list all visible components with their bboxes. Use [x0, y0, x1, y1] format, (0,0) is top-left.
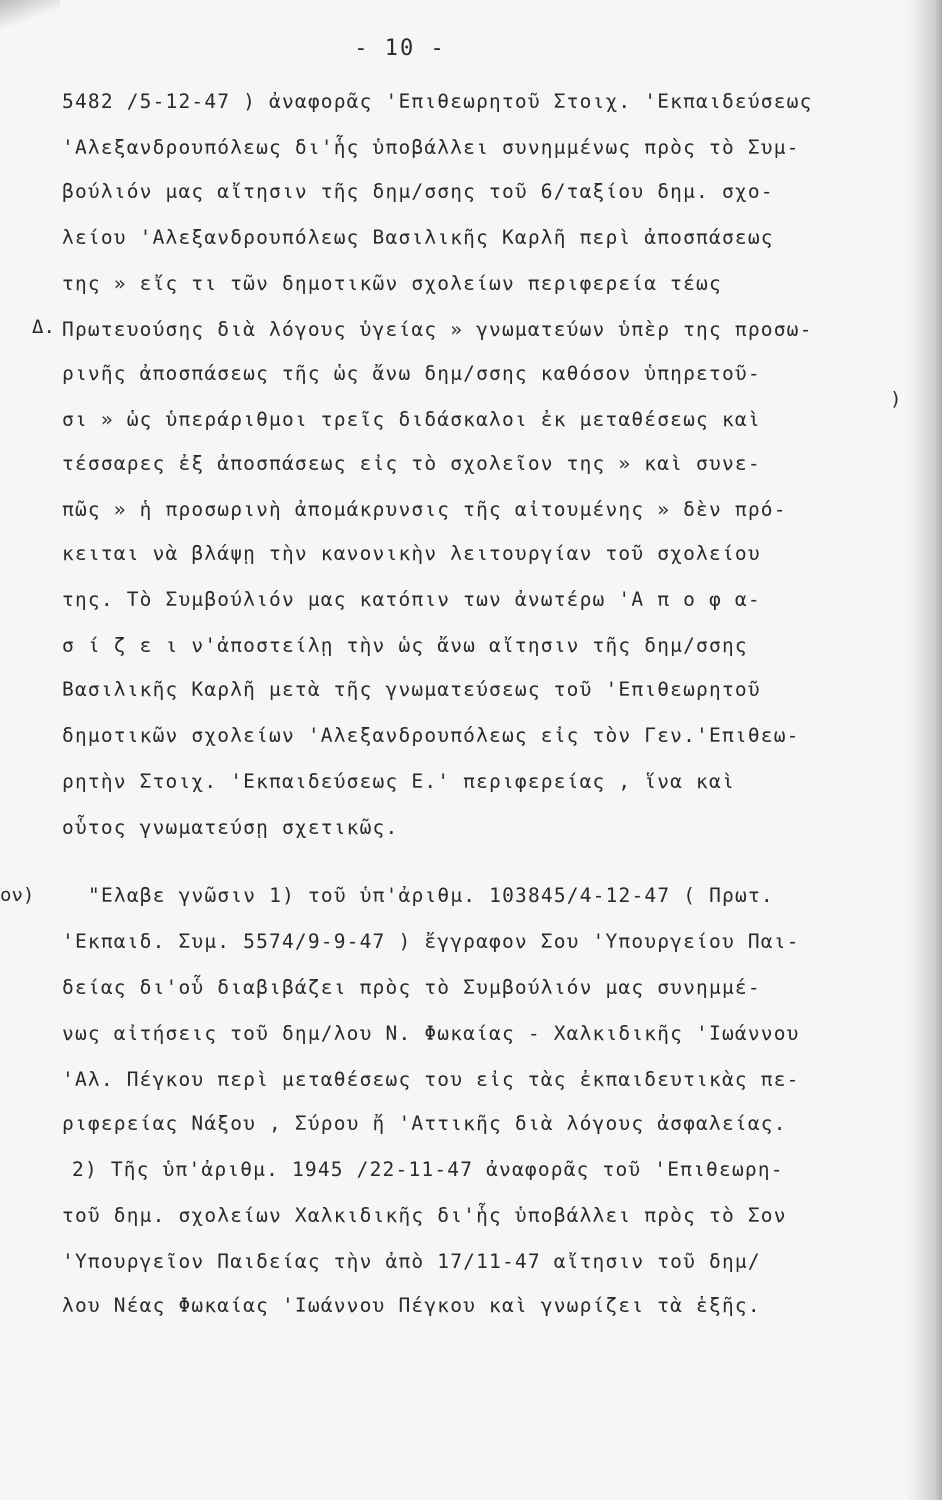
text-line: τοῦ δημ. σχολείων Χαλκιδικῆς δι'ἧς ὑποβάλλει πρὸς τὸ Σον: [62, 1204, 787, 1227]
text-line: της » εἴς τι τῶν δημοτικῶν σχολείων περιφερεία τέως: [62, 272, 722, 295]
text-line: 'Υπουργεῖον Παιδείας τὴν ἀπὸ 17/11-47 αἴτησιν τοῦ δημ/: [62, 1250, 761, 1273]
margin-delta-mark: Δ.: [32, 316, 55, 338]
text-line: δείας δι'οὗ διαβιβάζει πρὸς τὸ Συμβούλιόν μας συνημμέ-: [62, 976, 761, 999]
text-line: νως αἰτήσεις τοῦ δημ/λου Ν. Φωκαίας - Χαλκιδικῆς 'Ιωάννου: [62, 1022, 800, 1045]
text-line: σ ί ζ ε ι ν'ἀποστείλῃ τὴν ὡς ἄνω αἴτησιν τῆς δημ/σσης: [62, 634, 748, 657]
text-line: λου Νέας Φωκαίας 'Ιωάννου Πέγκου καὶ γνωρίζει τὰ ἑξῆς.: [62, 1294, 761, 1317]
margin-paren-mark: ): [890, 388, 902, 410]
text-line: της. Τὸ Συμβούλιόν μας κατόπιν των ἀνωτέρω 'Α π ο φ α-: [62, 588, 761, 611]
text-line: 'Αλεξανδρουπόλεως δι'ἧς ὑποβάλλει συνημμένως πρὸς τὸ Συμ-: [62, 136, 800, 159]
text-line: 5482 /5-12-47 ) ἀναφορᾶς 'Επιθεωρητοῦ Στοιχ. 'Εκπαιδεύσεως: [62, 90, 813, 113]
margin-section-fragment: ον): [0, 884, 35, 906]
text-line: λείου 'Αλεξανδρουπόλεως Βασιλικῆς Καρλῆ περὶ ἀποσπάσεως: [62, 226, 774, 249]
text-line: Βασιλικῆς Καρλῆ μετὰ τῆς γνωματεύσεως τοῦ 'Επιθεωρητοῦ: [62, 678, 761, 701]
text-line: βούλιόν μας αἴτησιν τῆς δημ/σσης τοῦ 6/ταξίου δημ. σχο-: [62, 180, 774, 203]
text-line: "Ελαβε γνῶσιν 1) τοῦ ὑπ'ἀριθμ. 103845/4-12-47 ( Πρωτ.: [88, 884, 774, 907]
text-line: 'Εκπαιδ. Συμ. 5574/9-9-47 ) ἔγγραφον Σου 'Υπουργείου Παι-: [62, 930, 800, 953]
text-line: ρινῆς ἀποσπάσεως τῆς ὡς ἄνω δημ/σσης καθόσον ὑπηρετοῦ-: [62, 362, 761, 385]
text-line: ριφερείας Νάξου , Σύρου ἤ 'Αττικῆς διὰ λόγους ἀσφαλείας.: [62, 1112, 787, 1135]
text-line: κειται νὰ βλάψῃ τὴν κανονικὴν λειτουργίαν τοῦ σχολείου: [62, 542, 761, 565]
page-corner-shadow: [0, 0, 60, 30]
text-line: τέσσαρες ἐξ ἀποσπάσεως εἰς τὸ σχολεῖον της » καὶ συνε-: [62, 452, 761, 475]
text-line: 2) Τῆς ὑπ'ἀριθμ. 1945 /22-11-47 ἀναφορᾶς τοῦ 'Επιθεωρη-: [72, 1158, 784, 1181]
text-line: 'Αλ. Πέγκου περὶ μεταθέσεως του εἰς τὰς ἐκπαιδευτικὰς πε-: [62, 1068, 800, 1091]
text-line: ρητὴν Στοιχ. 'Εκπαιδεύσεως Ε.' περιφερείας , ἵνα καὶ: [62, 770, 735, 793]
text-line: δημοτικῶν σχολείων 'Αλεξανδρουπόλεως εἰς τὸν Γεν.'Επιθεω-: [62, 724, 800, 747]
page-number: - 10 -: [354, 36, 446, 61]
text-line: Πρωτευούσης διὰ λόγους ὑγείας » γνωματεύων ὑπὲρ της προσω-: [62, 318, 813, 341]
binding-edge-shadow: [906, 0, 942, 1500]
text-line: πῶς » ἡ προσωρινὴ ἀπομάκρυνσις τῆς αἰτουμένης » δὲν πρό-: [62, 498, 787, 521]
text-line: σι » ὡς ὑπεράριθμοι τρεῖς διδάσκαλοι ἐκ μεταθέσεως καὶ: [62, 408, 761, 431]
text-line: οὗτος γνωματεύσῃ σχετικῶς.: [62, 816, 399, 839]
